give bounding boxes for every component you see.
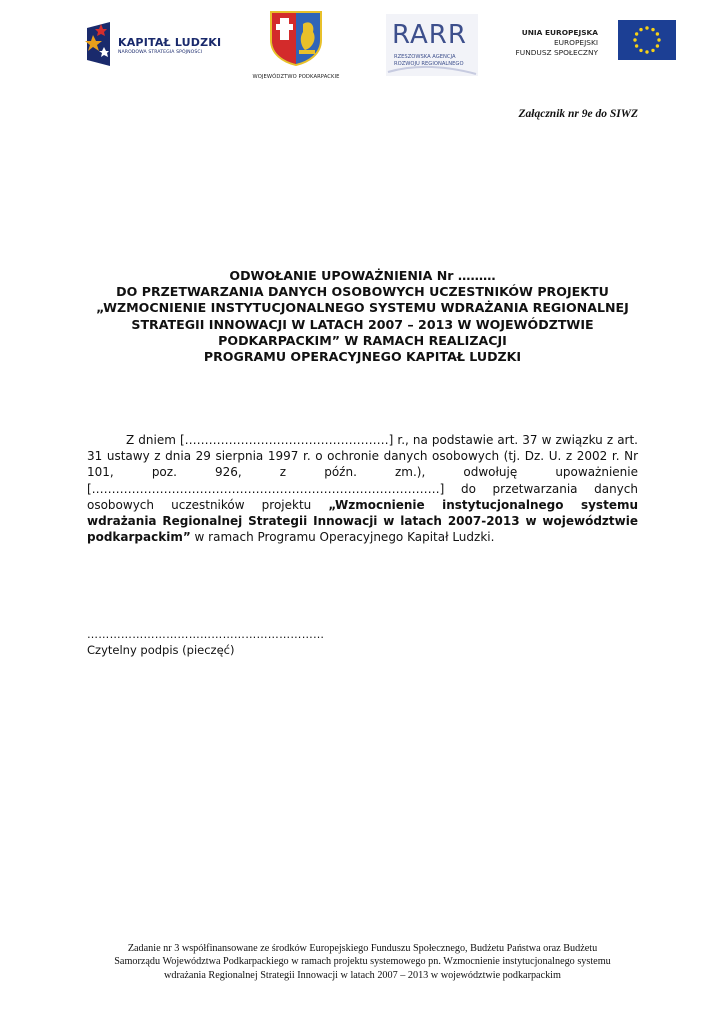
body-text-part-2: w ramach Programu Operacyjnego Kapitał Ludzki. [190,530,495,545]
footer [80,942,645,982]
rarr-line-2: ROZWOJU REGIONALNEGO [394,61,464,67]
title-line: DO PRZETWARZANIA DANYCH OSOBOWYCH UCZESTNIKÓW PROJEKTU [116,284,609,300]
eu-line-3: FUNDUSZ SPOŁECZNY [515,48,598,57]
kapital-ludzki-emblem-icon [84,20,114,68]
signature-label: Czytelny podpis (pieczęć) [87,643,235,657]
rarr-line-1: RZESZOWSKA AGENCJA [394,54,456,60]
eu-line-2: EUROPEJSKI [553,38,598,47]
footer-line: Zadanie nr 3 współfinansowane ze środków Europejskiego Funduszu Społecznego, Budżetu Państwa oraz Budżetu [127,943,598,954]
body-text-part-1: Z dniem [……………………………………………] r., na podstawie art. 37 w związku z art. 31 ustawy z dnia 29 sierpnia 1997 r. o ochronie danych osobowych (tj. Dz. U. z 2002 r. Nr 101, poz. 926, z późn. zm.), odwołuję upoważnienie [……………………………………………………………………………] do przetwarzania danych osobowych uczestników projektu [87,433,638,512]
footer-line: wdrażania Regionalnej Strategii Innowacji w latach 2007 – 2013 w województwie podkarpackim [164,969,561,981]
eu-flag-icon [618,20,676,60]
body-paragraph [87,432,638,545]
kapital-ludzki-logo [84,20,224,68]
annex-label: Załącznik nr 9e do SIWZ [518,108,638,120]
region-caption: WOJEWÓDZTWO PODKARPACKIE [252,74,340,80]
title-line: ODWOŁANIE UPOWAŻNIENIA Nr ……… [229,268,496,283]
title-line: STRATEGII INNOWACJI W LATACH 2007 – 2013 W WOJEWÓDZTWIE [131,316,594,332]
document-title [80,268,645,365]
kapital-ludzki-subtitle: NARODOWA STRATEGIA SPÓJNOŚCI [118,50,203,55]
rarr-logo [386,14,478,76]
coat-of-arms-icon [269,10,323,66]
footer-line: Samorządu Województwa Podkarpackiego w ramach projektu systemowego pn. Wzmocnienie instytucjonalnego systemu [114,956,611,968]
title-line: PODKARPACKIM” W RAMACH REALIZACJI [218,332,507,348]
title-line: „WZMOCNIENIE INSTYTUCJONALNEGO SYSTEMU WDRAŻANIA REGIONALNEJ [96,300,629,316]
podkarpackie-coat-of-arms [244,10,348,84]
rarr-acronym: RARR [392,20,467,50]
signature-line: ……………………………………………………… [87,628,325,641]
title-line: PROGRAMU OPERACYJNEGO KAPITAŁ LUDZKI [203,349,522,365]
eu-logo [512,16,682,68]
project-name: „Wzmocnienie instytucjonalnego systemu wdrażania Regionalnej Strategii Innowacji w latach 2007-2013 w województwie podkarpackim” [87,497,638,545]
kapital-ludzki-name: KAPITAŁ LUDZKI [118,36,222,49]
eu-line-1: UNIA EUROPEJSKA [521,28,598,37]
